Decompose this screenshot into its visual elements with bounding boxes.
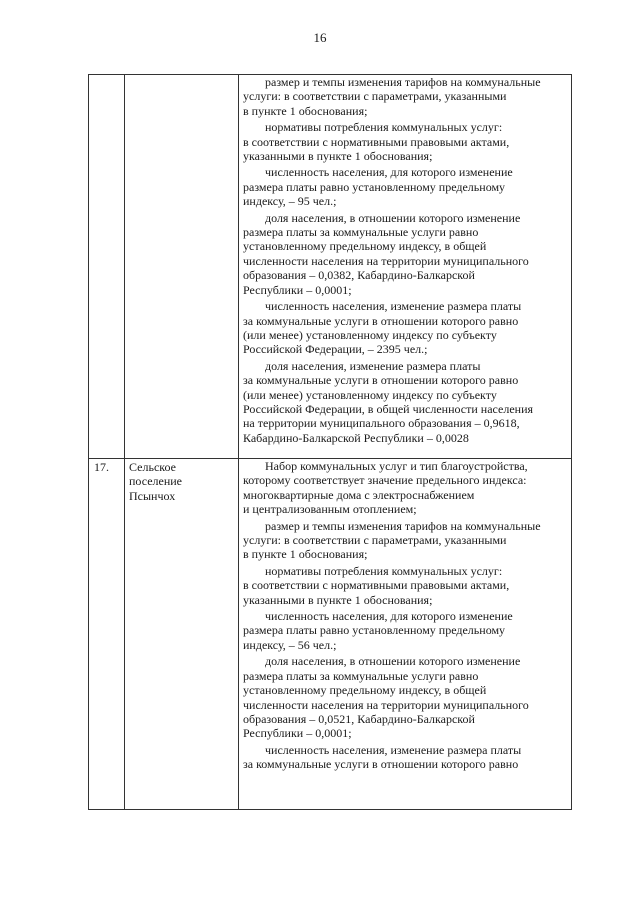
paragraph-share-below: доля населения, изменение размера платы за коммунальные услуги в отношении которого равно (или менее) установленному индексу по субъекту Российской Федерации, в общей численности населения на территории муниципального образования – 0,9618, Кабардино-Балкарской Республики – 0,0028 [243,358,534,445]
data-table [88,74,572,810]
table-row [89,75,572,459]
paragraph-population-limit: численность населения, для которого изменение размера платы равно установленному предельному индексу, – 56 чел.; [243,609,513,652]
description-cell [239,75,572,459]
paragraph-share-limit: доля населения, в отношении которого изменение размера платы за коммунальные услуги равно установленному предельному индексу, в общей численности населения на территории муниципального образования – 0,0521, Кабардино-Балкарской Республики – 0,0001; [243,654,529,741]
paragraph-population-limit: численность населения, для которого изменение размера платы равно установленному предельному индексу, – 95 чел.; [243,165,513,209]
paragraph-tariffs: размер и темпы изменения тарифов на коммунальные услуги: в соответствии с параметрами, указанными в пункте 1 обоснования; [243,518,541,562]
municipality-name-cell [125,75,239,459]
table-row [89,459,572,810]
paragraph-norms: нормативы потребления коммунальных услуг: в соответствии с нормативными правовыми актами, указанными в пункте 1 обоснования; [243,120,510,164]
description-cell [239,459,572,810]
row-number-cell: 17. [89,459,125,810]
paragraph-share-limit: доля населения, в отношении которого изменение размера платы за коммунальные услуги равно установленному предельному индексу, в общей численности населения на территории муниципального образования – 0,0382, Кабардино-Балкарской Республики – 0,0001; [243,210,529,297]
paragraph-norms: нормативы потребления коммунальных услуг: в соответствии с нормативными правовыми актами, указанными в пункте 1 обоснования; [243,563,510,607]
paragraph-population-below: численность населения, изменение размера платы за коммунальные услуги в отношении которого равно [243,742,522,772]
paragraph-tariffs: размер и темпы изменения тарифов на коммунальные услуги: в соответствии с параметрами, указанными в пункте 1 обоснования; [243,75,541,118]
municipality-name: Сельское поселение Псынчох [129,460,183,503]
page-number: 16 [313,30,327,45]
municipality-name-cell [125,459,239,810]
paragraph-population-below: численность населения, изменение размера платы за коммунальные услуги в отношении которого равно (или менее) установленному индексу по субъекту Российской Федерации, – 2395 чел.; [243,299,522,357]
row-number-cell [89,75,125,459]
paragraph-services-set: Набор коммунальных услуг и тип благоустройства, которому соответствует значение предельного индекса: многоквартирные дома с электроснабжением и централизованным отоплением; [243,459,528,517]
